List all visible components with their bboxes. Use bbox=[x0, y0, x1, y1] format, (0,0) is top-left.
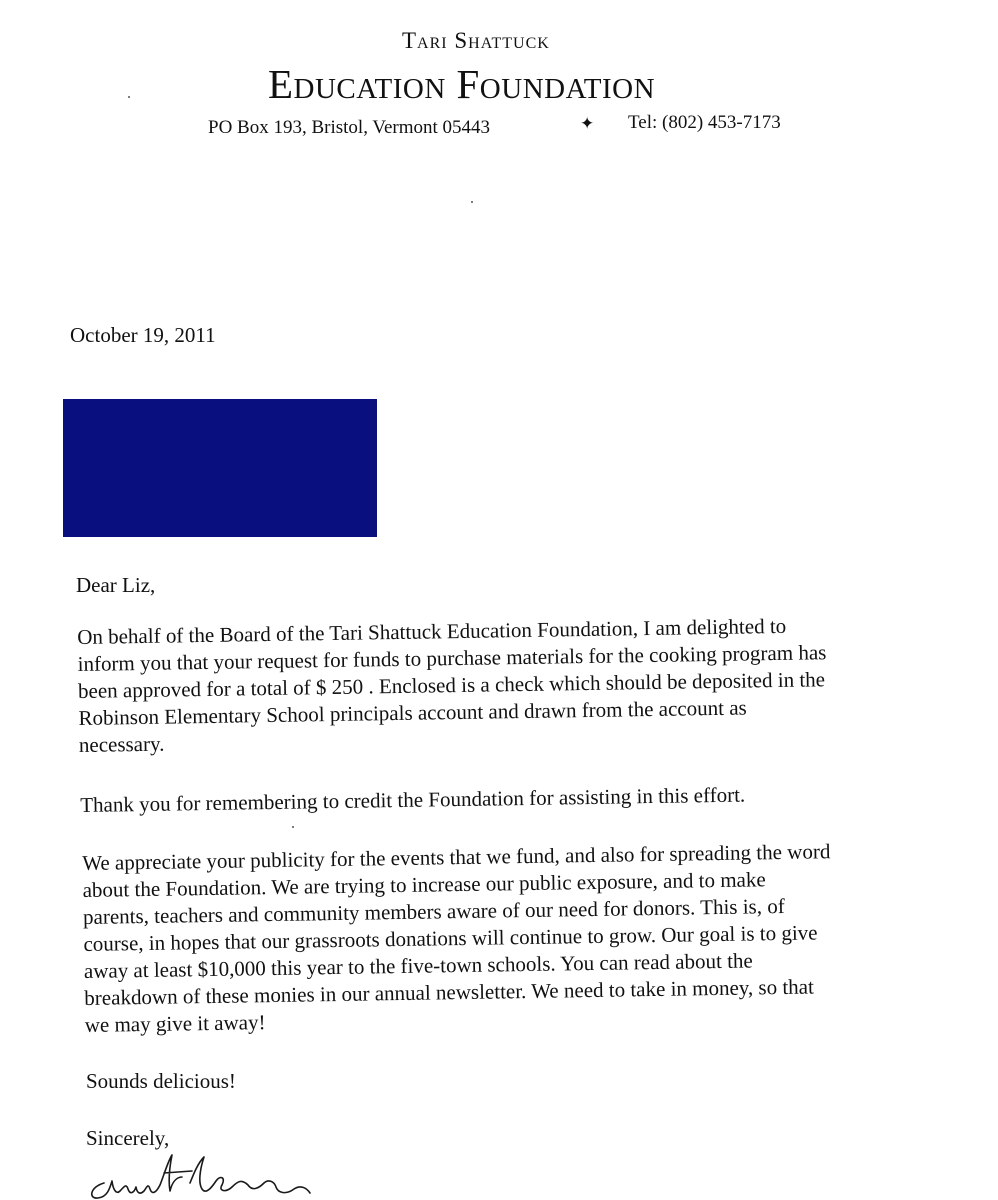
redacted-recipient-block bbox=[63, 399, 377, 537]
signoff: Sincerely, bbox=[86, 1126, 170, 1150]
body-paragraph-thanks bbox=[80, 782, 745, 819]
paragraph-line: necessary. bbox=[78, 731, 165, 757]
paragraph-line: Thank you for remembering to credit the Foundation for assisting in this effort. bbox=[80, 782, 746, 817]
handwritten-signature bbox=[80, 1143, 340, 1200]
paragraph-line: about the Foundation. We are trying to increase our public exposure, and to make bbox=[82, 867, 766, 902]
salutation: Dear Liz, bbox=[76, 573, 156, 597]
scan-speck bbox=[471, 201, 473, 203]
paragraph-line: We appreciate your publicity for the events that we fund, and also for spreading the word bbox=[82, 839, 831, 875]
paragraph-line: inform you that your request for funds to purchase materials for the cooking program has bbox=[77, 640, 827, 676]
paragraph-line: Robinson Elementary School principals account and drawn from the account as bbox=[78, 695, 747, 730]
paragraph-line: away at least $10,000 this year to the five-town schools. You can read about the bbox=[83, 948, 753, 983]
letterhead-separator: ✦ bbox=[580, 114, 595, 133]
paragraph-line: we may give it away! bbox=[84, 1010, 266, 1037]
body-paragraph-publicity bbox=[82, 838, 833, 1039]
letterhead bbox=[0, 0, 998, 150]
letterhead-org-name-top: Tari Shattuck bbox=[402, 28, 550, 53]
letterhead-address: PO Box 193, Bristol, Vermont 05443 bbox=[208, 117, 491, 138]
letter-date: October 19, 2011 bbox=[70, 323, 216, 347]
scan-speck bbox=[292, 826, 294, 828]
closing-remark: Sounds delicious! bbox=[86, 1069, 236, 1093]
paragraph-line: parents, teachers and community members aware of our need for donors. This is, of bbox=[82, 893, 785, 929]
paragraph-line: On behalf of the Board of the Tari Shattuck Education Foundation, I am delighted to bbox=[77, 613, 787, 649]
letterhead-org-name-main: Education Foundation bbox=[268, 61, 656, 107]
letterhead-phone: Tel: (802) 453-7173 bbox=[628, 112, 781, 133]
paragraph-line: been approved for a total of $ 250 . Enclosed is a check which should be deposited in the bbox=[77, 667, 826, 703]
paragraph-line: course, in hopes that our grassroots donations will continue to grow. Our goal is to give bbox=[83, 920, 818, 956]
body-paragraph-approval bbox=[77, 612, 828, 759]
paragraph-line: breakdown of these monies in our annual newsletter. We need to take in money, so that bbox=[84, 974, 815, 1010]
